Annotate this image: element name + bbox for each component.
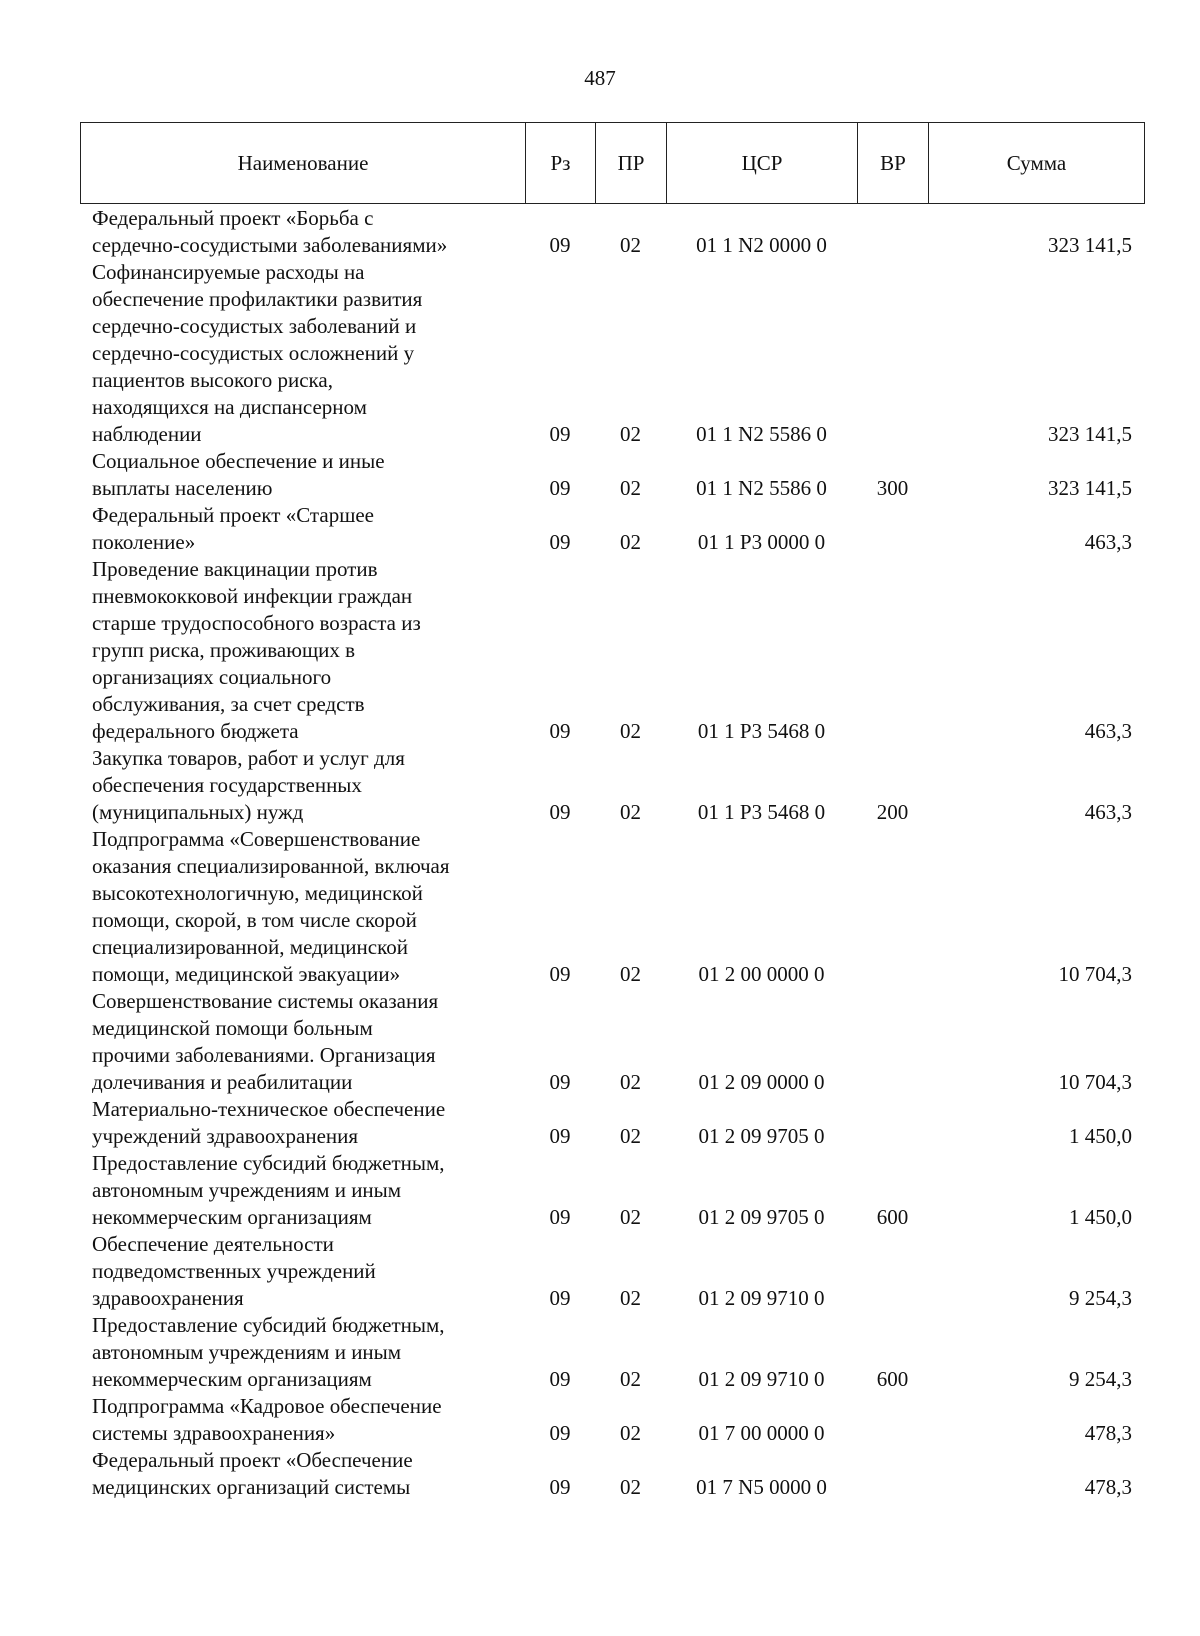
cell-name: Социальное обеспечение и иные выплаты населению [92,449,385,500]
cell-pr: 02 [620,1070,641,1094]
cell-sum: 463,3 [1084,800,1132,824]
table-row [80,745,1144,826]
cell-rz: 09 [549,719,571,743]
header-vr: ВР [858,123,929,204]
cell-pr: 02 [620,962,641,986]
cell-rz: 09 [549,233,571,257]
table-row [80,1393,1144,1447]
cell-sum: 478,3 [1084,1421,1132,1445]
table-row [80,1447,1144,1501]
cell-sum: 9 254,3 [1069,1286,1132,1310]
cell-vr: 600 [876,1205,909,1229]
cell-name: Совершенствование системы оказания медицинской помощи больным прочими заболеваниями. Организация долечивания и реабилитации [92,989,439,1094]
cell-rz: 09 [549,1124,571,1148]
cell-pr: 02 [620,233,641,257]
table-row [80,205,1144,259]
cell-sum: 463,3 [1084,530,1132,554]
cell-csr: 01 7 00 0000 0 [698,1421,825,1445]
table-body [80,205,1144,1501]
table-row [80,556,1144,745]
cell-pr: 02 [620,1421,641,1445]
cell-sum: 10 704,3 [1058,962,1132,986]
cell-rz: 09 [549,1070,571,1094]
cell-rz: 09 [549,476,571,500]
table-row [80,448,1144,502]
cell-csr: 01 7 N5 0000 0 [696,1475,827,1499]
cell-csr: 01 2 09 0000 0 [698,1070,825,1094]
cell-csr: 01 1 N2 5586 0 [696,476,827,500]
cell-sum: 9 254,3 [1069,1367,1132,1391]
cell-rz: 09 [549,962,571,986]
cell-pr: 02 [620,1205,641,1229]
cell-rz: 09 [549,800,571,824]
cell-csr: 01 2 09 9705 0 [698,1124,825,1148]
cell-csr: 01 1 P3 0000 0 [697,530,826,554]
table-row [80,259,1144,448]
table-header [80,122,1145,204]
cell-rz: 09 [549,422,571,446]
cell-name: Федеральный проект «Борьба с сердечно-сосудистыми заболеваниями» [92,206,448,257]
cell-name: Закупка товаров, работ и услуг для обеспечения государственных (муниципальных) нужд [92,746,405,824]
cell-name: Подпрограмма «Кадровое обеспечение системы здравоохранения» [92,1394,442,1445]
cell-name: Проведение вакцинации против пневмококковой инфекции граждан старше трудоспособного возраста из групп риска, проживающих в организациях социального обслуживания, за счет средств федерального бюджета [92,557,421,743]
cell-sum: 463,3 [1084,719,1132,743]
cell-pr: 02 [620,1124,641,1148]
cell-csr: 01 2 09 9710 0 [698,1286,825,1310]
cell-name: Обеспечение деятельности подведомственных учреждений здравоохранения [92,1232,376,1310]
table-row [80,826,1144,988]
cell-pr: 02 [620,422,641,446]
cell-pr: 02 [620,800,641,824]
cell-sum: 478,3 [1084,1475,1132,1499]
table-row [80,502,1144,556]
cell-sum: 323 141,5 [1048,422,1132,446]
table-row [80,988,1144,1096]
table-row [80,1312,1144,1393]
cell-csr: 01 2 09 9705 0 [698,1205,825,1229]
cell-vr: 300 [876,476,909,500]
cell-csr: 01 1 N2 5586 0 [696,422,827,446]
cell-csr: 01 1 P3 5468 0 [697,719,826,743]
cell-rz: 09 [549,1475,571,1499]
cell-rz: 09 [549,1205,571,1229]
cell-sum: 323 141,5 [1048,233,1132,257]
cell-pr: 02 [620,1286,641,1310]
cell-name: Предоставление субсидий бюджетным, автономным учреждениям и иным некоммерческим организациям [92,1313,445,1391]
table-row [80,1231,1144,1312]
cell-rz: 09 [549,530,571,554]
table-row [80,1150,1144,1231]
header-name: Наименование [81,123,526,204]
cell-pr: 02 [620,530,641,554]
cell-name: Софинансируемые расходы на обеспечение профилактики развития сердечно-сосудистых заболеваний и сердечно-сосудистых осложнений у пациентов высокого риска, находящихся на диспансерном наблюдении [92,260,423,446]
cell-pr: 02 [620,476,641,500]
cell-vr: 200 [876,800,909,824]
cell-name: Предоставление субсидий бюджетным, автономным учреждениям и иным некоммерческим организациям [92,1151,445,1229]
cell-name: Федеральный проект «Старшее поколение» [92,503,375,554]
cell-csr: 01 2 00 0000 0 [698,962,825,986]
cell-name: Материально-техническое обеспечение учреждений здравоохранения [92,1097,446,1148]
header-csr: ЦСР [667,123,858,204]
page-number: 487 [584,66,616,90]
cell-vr: 600 [876,1367,909,1391]
cell-name: Федеральный проект «Обеспечение медицинских организаций системы [92,1448,413,1499]
cell-pr: 02 [620,719,641,743]
cell-pr: 02 [620,1367,641,1391]
header-pr: ПР [596,123,667,204]
cell-sum: 1 450,0 [1069,1124,1132,1148]
header-rz: Рз [526,123,596,204]
cell-name: Подпрограмма «Совершенствование оказания специализированной, включая высокотехнологичную, медицинской помощи, скорой, в том числе скорой специализированной, медицинской помощи, медицинской эвакуации» [92,827,450,986]
cell-sum: 323 141,5 [1048,476,1132,500]
cell-rz: 09 [549,1421,571,1445]
cell-pr: 02 [620,1475,641,1499]
cell-rz: 09 [549,1286,571,1310]
cell-csr: 01 1 P3 5468 0 [697,800,826,824]
cell-rz: 09 [549,1367,571,1391]
table-row [80,1096,1144,1150]
header-sum: Сумма [929,123,1145,204]
cell-csr: 01 1 N2 0000 0 [696,233,827,257]
cell-sum: 10 704,3 [1058,1070,1132,1094]
cell-csr: 01 2 09 9710 0 [698,1367,825,1391]
cell-sum: 1 450,0 [1069,1205,1132,1229]
